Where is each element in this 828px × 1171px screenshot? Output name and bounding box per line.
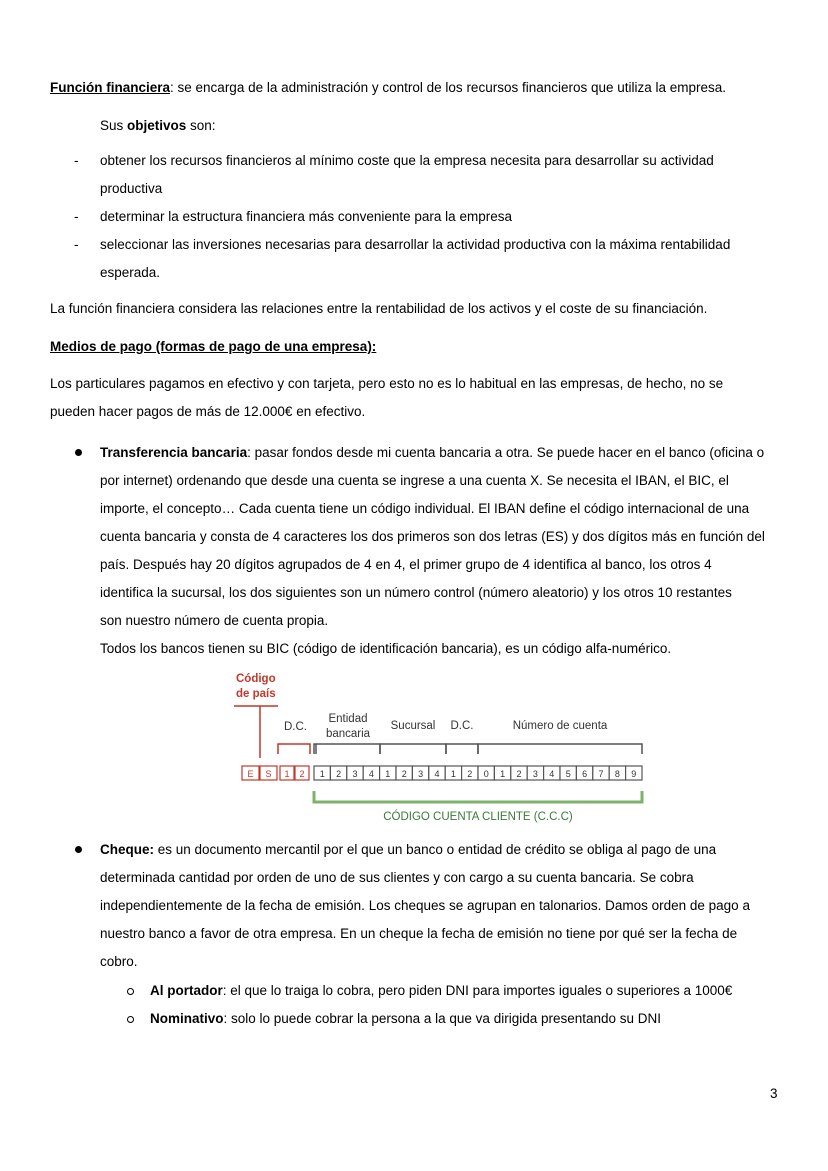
sucursal-label: Sucursal: [390, 720, 436, 732]
ccc-cell: 8: [614, 769, 620, 779]
ccc-cell: 0: [483, 769, 489, 779]
medios-intro-line-1: Los particulares pagamos en efectivo y con tarjeta, pero esto no es lo habitual en las empresas, de hecho, no se: [50, 376, 724, 391]
ccc-cell: 4: [434, 769, 440, 779]
ccc-cell: 3: [352, 769, 358, 779]
cheque-line-5: cobro.: [100, 954, 138, 969]
cheque-sub-2: Nominativo: solo lo puede cobrar la persona a la que va dirigida presentando su DNI: [150, 1011, 662, 1026]
ccc-cell: 1: [385, 769, 391, 779]
dash-marker: -: [74, 153, 79, 168]
ccc-cell: 2: [336, 769, 342, 779]
cheque-sub-1: Al portador: el que lo traiga lo cobra, pero piden DNI para importes iguales o superiores a 1000€: [150, 983, 733, 998]
ccc-cell: 1: [319, 769, 325, 779]
dash-marker: -: [74, 209, 79, 224]
codigo-pais-label-2: de país: [236, 688, 276, 700]
medios-title: Medios de pago (formas de pago de una empresa):: [50, 339, 377, 354]
entidad-bracket: [314, 744, 380, 754]
iban-cell: 2: [299, 769, 305, 779]
financiera-title: Función financiera: [50, 80, 171, 95]
cheque-line-2: determinada cantidad por orden de uno de sus clientes y con cargo a su cuenta bancaria. Se cobra: [100, 870, 694, 885]
codigo-pais-label-1: Código: [236, 673, 276, 685]
transferencia-line-4: cuenta bancaria y consta de 4 caracteres los dos primeros son dos letras (ES) y dos dígitos más en función del: [100, 529, 765, 544]
ccc-cell: 3: [418, 769, 424, 779]
objetivo-item-1-line-2: productiva: [100, 181, 163, 196]
iban-cell: S: [265, 769, 272, 779]
circle-marker: [127, 1016, 134, 1023]
page-number: 3: [770, 1086, 778, 1101]
dc1-label: D.C.: [284, 721, 307, 733]
ccc-cell: 2: [467, 769, 473, 779]
dc2-bracket: [446, 744, 478, 754]
iban-cell: 1: [284, 769, 290, 779]
bullet-marker: [75, 449, 82, 456]
dc2-label: D.C.: [450, 720, 474, 732]
cheque-line-1: Cheque: es un documento mercantil por el que un banco o entidad de crédito se obliga al pago de una: [100, 842, 717, 857]
ccc-cell: 3: [532, 769, 538, 779]
transferencia-line-1: Transferencia bancaria: pasar fondos desde mi cuenta bancaria a otra. Se puede hacer en el banco (oficina o: [100, 445, 765, 460]
transferencia-line-8: Todos los bancos tienen su BIC (código de identificación bancaria), es un código alfa-numérico.: [100, 641, 672, 656]
al-portador-label: Al portador: [150, 983, 223, 998]
ccc-cell: 9: [631, 769, 637, 779]
numero-cuenta-bracket: [478, 744, 642, 754]
iban-cell: E: [247, 769, 254, 779]
financiera-closing: La función financiera considera las relaciones entre la rentabilidad de los activos y el coste de su financiación.: [50, 301, 708, 316]
objetivo-item-2: determinar la estructura financiera más conveniente para la empresa: [100, 209, 512, 224]
objetivo-item-3-line-2: esperada.: [100, 265, 161, 280]
iban-cells: [242, 766, 309, 780]
transferencia-line-2: por internet) ordenando que desde una cuenta se ingrese a una cuenta X. Se necesita el IBAN, el BIC, el: [100, 473, 729, 488]
objetivos-intro: Sus objetivos son:: [100, 118, 216, 133]
bullet-marker: [75, 846, 82, 853]
transferencia-line-5: país. Después hay 20 dígitos agrupados de 4 en 4, el primer grupo de 4 identifica al banco, los otros 4: [100, 557, 712, 572]
transferencia-line-7: son nuestro número de cuenta propia.: [100, 613, 329, 628]
medios-intro-line-2: pueden hacer pagos de más de 12.000€ en efectivo.: [50, 404, 366, 419]
cheque-line-3: independientemente de la fecha de emisión. Los cheques se agrupan en talonarios. Damos orden de pago a: [100, 898, 750, 913]
financiera-intro: : se encarga de la administración y control de los recursos financieros que utiliza la empresa.: [170, 80, 727, 95]
ccc-cell: 4: [549, 769, 555, 779]
ccc-cell: 1: [450, 769, 456, 779]
transferencia-line-3: importe, el concepto… Cada cuenta tiene un código individual. El IBAN define el código internacional de una: [100, 501, 750, 516]
transferencia-label: Transferencia bancaria: [100, 445, 248, 460]
ccc-cells: [314, 766, 642, 780]
cheque-label: Cheque:: [100, 842, 154, 857]
objetivo-item-1-line-1: obtener los recursos financieros al mínimo coste que la empresa necesita para desarrollar su actividad: [100, 153, 714, 168]
entidad-label-1: Entidad: [328, 713, 368, 725]
ccc-cell: 7: [598, 769, 604, 779]
sucursal-bracket: [380, 744, 446, 754]
cheque-line-4: nuestro banco a favor de otra empresa. En un cheque la fecha de emisión no tiene por qué ser la fecha de: [100, 926, 738, 941]
objetivos-bold: objetivos: [127, 118, 187, 133]
dash-marker: -: [74, 237, 79, 252]
ccc-cell: 1: [500, 769, 506, 779]
entidad-label-2: bancaria: [325, 728, 371, 740]
ccc-cell: 2: [401, 769, 407, 779]
ccc-cell: 4: [368, 769, 374, 779]
ccc-cell: 2: [516, 769, 522, 779]
financiera-paragraph: [50, 79, 726, 97]
ccc-cell: 6: [582, 769, 588, 779]
ccc-cell: 5: [565, 769, 571, 779]
numero-cuenta-label: Número de cuenta: [512, 720, 608, 732]
nominativo-label: Nominativo: [150, 1011, 224, 1026]
ccc-label: CÓDIGO CUENTA CLIENTE (C.C.C): [383, 811, 573, 823]
objetivo-item-3-line-1: seleccionar las inversiones necesarias para desarrollar la actividad productiva con la máxima rentabilidad: [100, 237, 731, 252]
dc1-bracket: [278, 744, 310, 754]
iban-diagram: [226, 666, 650, 826]
ccc-bracket: [314, 791, 642, 802]
transferencia-line-6: identifica la sucursal, los dos siguientes son un número control (número aleatorio) y los otros 10 restantes: [100, 585, 732, 600]
circle-marker: [127, 988, 134, 995]
